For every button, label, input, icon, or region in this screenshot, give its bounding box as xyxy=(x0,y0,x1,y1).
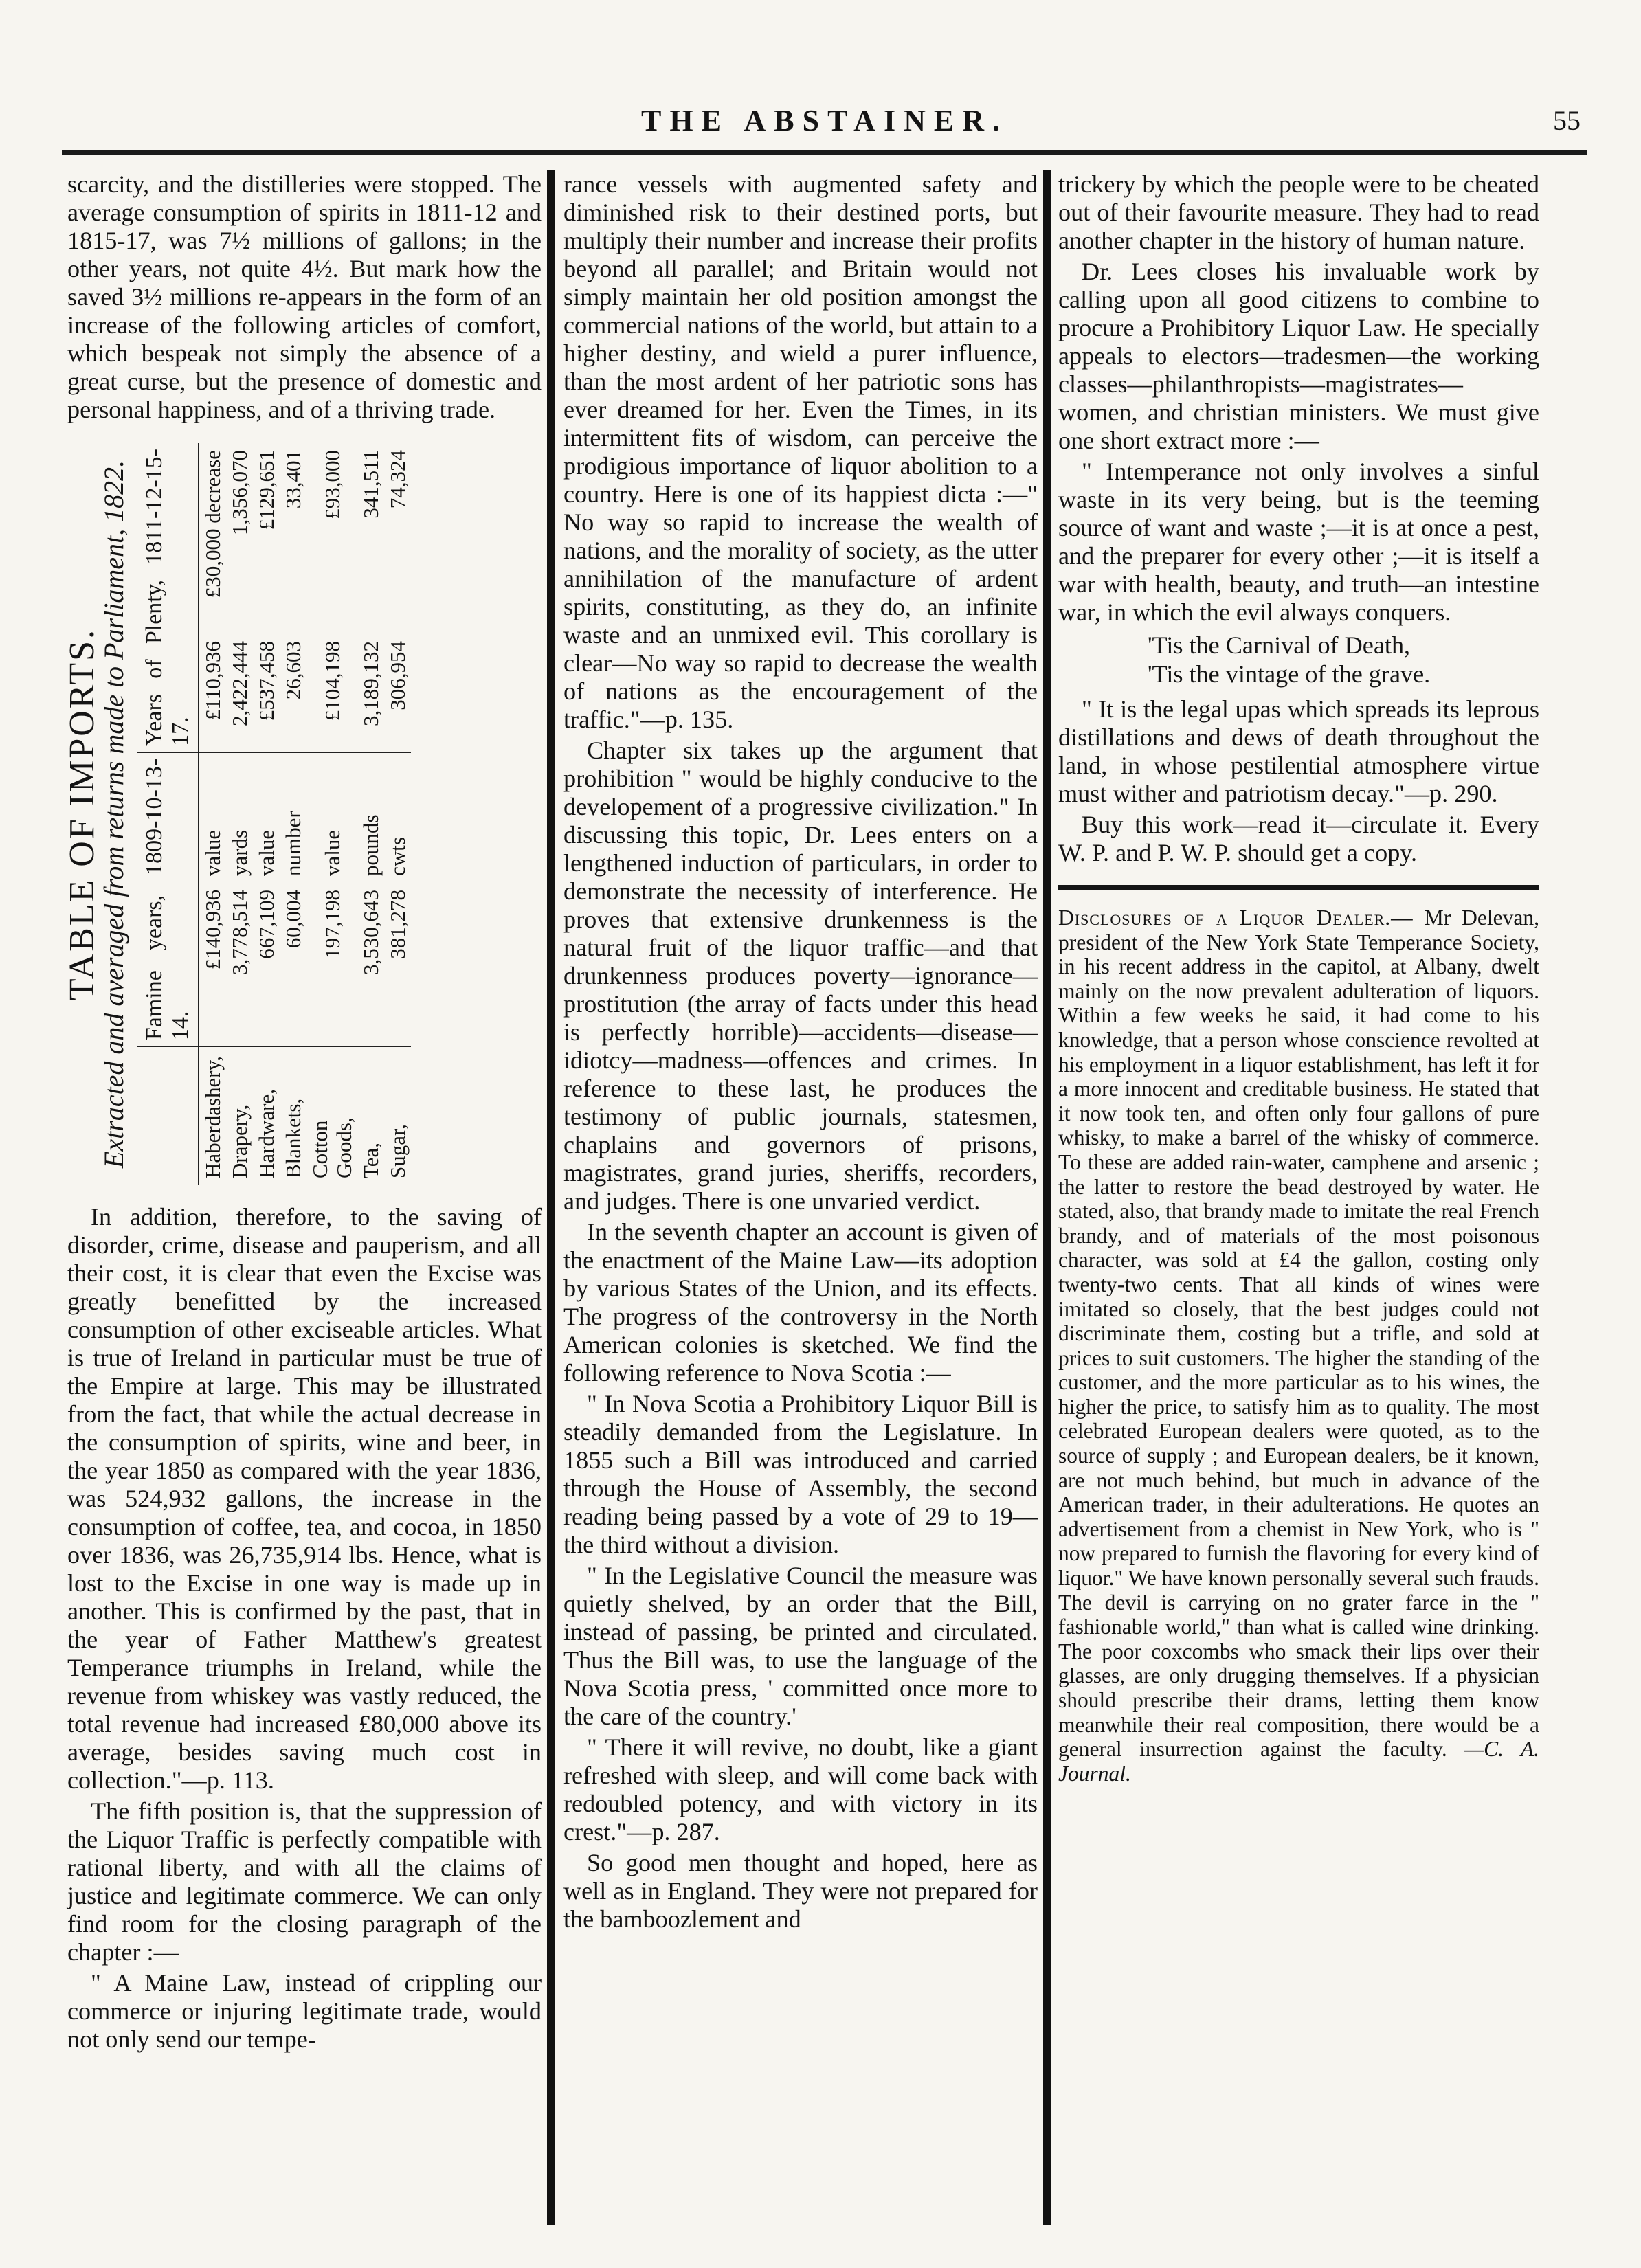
table-cell-article: Cotton Goods, xyxy=(308,1117,356,1178)
news-headline: Disclosures of a Liquor Dealer.— xyxy=(1058,906,1414,930)
table-cell-plenty: £104,198 xyxy=(306,634,357,752)
table-cell-article: Sugar, xyxy=(386,1124,410,1178)
paragraph: Buy this work—read it—circulate it. Every W. P. and P. W. P. should get a copy. xyxy=(1058,811,1539,866)
table-cell-article: Tea, xyxy=(359,1142,383,1178)
quote-paragraph: " There it will revive, no doubt, like a giant refreshed with sleep, and will come back with redoubled potency, and with victory in its crest."—p. 287. xyxy=(563,1733,1038,1845)
table-cell-famine: 381,278 xyxy=(384,883,411,1046)
table-subtitle: Extracted and averaged from returns made to Parliament, 1822. xyxy=(98,460,129,1169)
paragraph: scarcity, and the distilleries were stopped. The average consumption of spirits in 1811-12 and 1815-17, was 7½ millions of gallons; in the other years, not quite 4½. But mark how the saved 3½ millions re-appears in the form of an increase of the following articles of comfort, which bespeak not simply the absence of a great curse, but the presence of domestic and personal happiness, and of a thriving trade. xyxy=(67,170,542,423)
table-cell-article: Drapery, xyxy=(227,1104,252,1178)
table-row xyxy=(306,443,357,1185)
table-cell-change: £129,651 xyxy=(254,450,278,530)
quote-paragraph: " It is the legal upas which spreads its leprous distillations and dews of death throughout the land, in whose pestilential atmosphere virtue must wither and patriotism decay."—p. 290. xyxy=(1058,695,1539,807)
table-cell-famine: 667,109 xyxy=(253,883,280,1046)
verse xyxy=(1058,631,1539,688)
paragraph: trickery by which the people were to be cheated out of their favourite measure. They had to read another chapter in the history of human nature. xyxy=(1058,170,1539,254)
column-middle xyxy=(563,170,1038,2232)
table-header-article xyxy=(137,1046,199,1185)
table-cell-article: Haberdashery, xyxy=(201,1056,225,1178)
verse-line: 'Tis the Carnival of Death, xyxy=(1148,631,1411,659)
table-cell-plenty: 26,603 xyxy=(280,634,306,752)
table-row xyxy=(280,443,306,1185)
table-cell-unit: value xyxy=(254,829,278,876)
table-cell-unit: value xyxy=(201,829,225,876)
quote-paragraph: " A Maine Law, instead of crippling our commerce or injuring legitimate trade, would not only send our tempe- xyxy=(67,1969,542,2053)
table-title: TABLE OF IMPORTS. xyxy=(63,627,102,1001)
column-right xyxy=(1058,170,1539,2232)
table-cell-unit: number xyxy=(281,811,305,876)
rotated-table xyxy=(63,443,535,1185)
table-cell-plenty: £537,458 xyxy=(253,634,280,752)
table-cell-plenty: £110,936 xyxy=(199,634,226,752)
table-header-famine: Famine years, 1809-10-13-14. xyxy=(137,752,199,1046)
table-cell-famine: 3,530,643 xyxy=(357,883,384,1046)
table-cell-famine: 197,198 xyxy=(306,883,357,1046)
paragraph: rance vessels with augmented safety and diminished risk to their destined ports, but multiply their number and increase their profits beyond all parallel; and Britain would not simply maintain her old position amongst the commercial nations of the world, but attain to a higher destiny, and wield a purer influence, than the most ardent of her patriotic sons has ever dreamed for her. Even the Times, in its intermittent fits of wisdom, can perceive the prodigious importance of liquor abolition to a country. Here is one of its happiest dicta :—" No way so rapid to increase the wealth of nations, and the morality of society, as the utter annihilation of the manufacture of ardent spirits, constituting, as they do, an infinite waste and an unmixed evil. This corollary is clear—No way so rapid to decrease the wealth of nations as the encouragement of the traffic."—p. 135. xyxy=(563,170,1038,733)
quote-paragraph: " In the Legislative Council the measure was quietly shelved, by an order that the Bill, instead of passing, be printed and circulated. Thus the Bill was, to use the language of the Nova Scotia press, ' committed once more to the care of the country.' xyxy=(563,1562,1038,1730)
paragraph: So good men thought and hoped, here as well as in England. They were not prepared for the bamboozlement and xyxy=(563,1849,1038,1933)
table-cell-change: £30,000 decrease xyxy=(201,450,225,598)
section-rule xyxy=(1058,885,1539,890)
table-header-plenty: Years of Plenty, 1811-12-15-17. xyxy=(137,443,199,752)
table-cell-famine: 3,778,514 xyxy=(226,883,253,1046)
paragraph: Chapter six takes up the argument that prohibition " would be highly conducive to the developement of a progressive civilization." In discussing this topic, Dr. Lees enters on a lengthened induction of particulars, in order to demonstrate the necessity of interference. He proves that extensive drunkenness is the natural fruit of the liquor traffic—and that drunkenness produces poverty—ignorance—prostitution (the array of facts under this head is perfectly horrible)—accidents—disease—idiotcy—madness—offences and crimes. In reference to these last, he produces the testimony of public journals, statesmen, chaplains and governors of prisons, magistrates, grand juries, sheriffs, recorders, and judges. There is one unvaried verdict. xyxy=(563,737,1038,1215)
news-item xyxy=(1058,906,1539,1786)
table-cell-change: £93,000 xyxy=(320,450,344,519)
page-header xyxy=(62,103,1587,144)
paragraph: The fifth position is, that the suppression of the Liquor Traffic is perfectly compatible with rational liberty, and with all the claims of justice and legitimate commerce. We can only find room for the closing paragraph of the chapter :— xyxy=(67,1797,542,1966)
table-cell-change: 74,324 xyxy=(386,450,410,509)
table-cell-unit: value xyxy=(320,829,344,876)
running-head: THE ABSTAINER. xyxy=(641,104,1008,137)
imports-table xyxy=(137,443,411,1185)
table-cell-famine: £140,936 xyxy=(199,883,226,1046)
quote-paragraph: " Intemperance not only involves a sinful waste in its very being, but is the teeming source of want and waste ;—it is at once a pest, and the preparer for every other ;—it is itself a war with health, beauty, and truth—an intestine war, in which the evil always conquers. xyxy=(1058,458,1539,626)
column-divider xyxy=(1043,170,1051,2225)
table-cell-change: 33,401 xyxy=(281,450,305,509)
paragraph: In the seventh chapter an account is given of the enactment of the Maine Law—its adoption by various States of the Union, and its effects. The progress of the controversy in the North American colonies is sketched. We find the following reference to Nova Scotia :— xyxy=(563,1218,1038,1386)
table-cell-unit: cwts xyxy=(386,837,410,876)
table-cell-unit: yards xyxy=(227,829,252,876)
table-cell-article: Blankets, xyxy=(281,1098,305,1178)
paragraph: Dr. Lees closes his invaluable work by calling upon all good citizens to combine to procure a Prohibitory Liquor Law. He specially appeals to electors—tradesmen—the working classes—philanthropists—magistrates—women, and christian ministers. We must give one short extract more :— xyxy=(1058,258,1539,454)
news-source: —C. A. Journal. xyxy=(1058,1737,1539,1786)
verse-line: 'Tis the vintage of the grave. xyxy=(1148,660,1431,688)
table-cell-famine: 60,004 xyxy=(280,883,306,1046)
header-rule xyxy=(62,150,1587,155)
table-cell-plenty: 306,954 xyxy=(384,634,411,752)
table-row xyxy=(384,443,411,1185)
news-body: Mr Delevan, president of the New York State Temperance Society, in his recent address in the capitol, at Albany, dwelt mainly on the now prevalent adulteration of liquors. Within a few weeks he said, it had come to his knowledge, that a person whose conscience revolted at his employment in a liquor establishment, has left it for a more innocent and creditable business. He stated that it now took ten, and often only four gallons of pure whisky, to make a barrel of the whisky of commerce. To these are added rain-water, camphene and arsenic ; the latter to restore the bead destroyed by water. He stated, also, that brandy made to imitate the real French brandy, and of materials of the most poisonous character, was sold at £4 the gallon, costing only twenty-two cents. That all kinds of wines were imitated so closely, that the best judges could not discriminate them, costing but a trifle, and sold at prices to suit customers. The higher the standing of the customer, and the more particular as to his wines, the higher the price, to satisfy him as to quality. The most celebrated European dealers were quoted, as to the source of supply ; and European dealers, be it known, are not much behind, but much in advance of the American trader, in their adulterations. He quotes an advertisement from a chemist in New York, who is " now prepared to furnish the flavoring for every kind of liquor." We have known personally several such frauds. The devil is carrying on no grater farce in the " fashionable world," than what is called wine drinking. The poor coxcombs who smack their lips over their glasses, are only drugging themselves. If a physician should prescribe their drams, letting them know meanwhile their real composition, there would be a general insurrection against the faculty. xyxy=(1058,906,1539,1762)
table-cell-plenty: 3,189,132 xyxy=(357,634,384,752)
page-number: 55 xyxy=(1553,105,1581,136)
table-row xyxy=(253,443,280,1185)
table-row xyxy=(357,443,384,1185)
imports-table-block xyxy=(63,438,542,1193)
table-row xyxy=(226,443,253,1185)
table-cell-change: 1,356,070 xyxy=(227,450,252,535)
table-cell-plenty: 2,422,444 xyxy=(226,634,253,752)
column-left xyxy=(63,170,542,2232)
table-cell-unit: pounds xyxy=(359,814,383,876)
paragraph: In addition, therefore, to the saving of disorder, crime, disease and pauperism, and all their cost, it is clear that even the Excise was greatly benefitted by the increased consumption of other exciseable articles. What is true of Ireland in particular must be true of the Empire at large. This may be illustrated from the fact, that while the actual decrease in the consumption of spirits, wine and beer, in the year 1850 as compared with the year 1836, was 524,932 gallons, the increase in the consumption of coffee, tea, and cocoa, in 1850 over 1836, was 26,735,914 lbs. Hence, what is lost to the Excise in one way is made up in another. This is confirmed by the past, that in the year of Father Matthew's greatest Temperance triumphs in Ireland, while the revenue from whiskey was vastly reduced, the total revenue had increased £80,000 above its average, besides saving much cost in collection."—p. 113. xyxy=(67,1203,542,1794)
column-divider xyxy=(547,170,555,2225)
quote-paragraph: " In Nova Scotia a Prohibitory Liquor Bill is steadily demanded from the Legislature. In 1855 such a Bill was introduced and carried through the House of Assembly, the second reading being passed by a vote of 29 to 19—the third without a division. xyxy=(563,1390,1038,1558)
table-row xyxy=(199,443,226,1185)
table-cell-article: Hardware, xyxy=(254,1089,278,1178)
table-cell-change: 341,511 xyxy=(359,450,383,519)
